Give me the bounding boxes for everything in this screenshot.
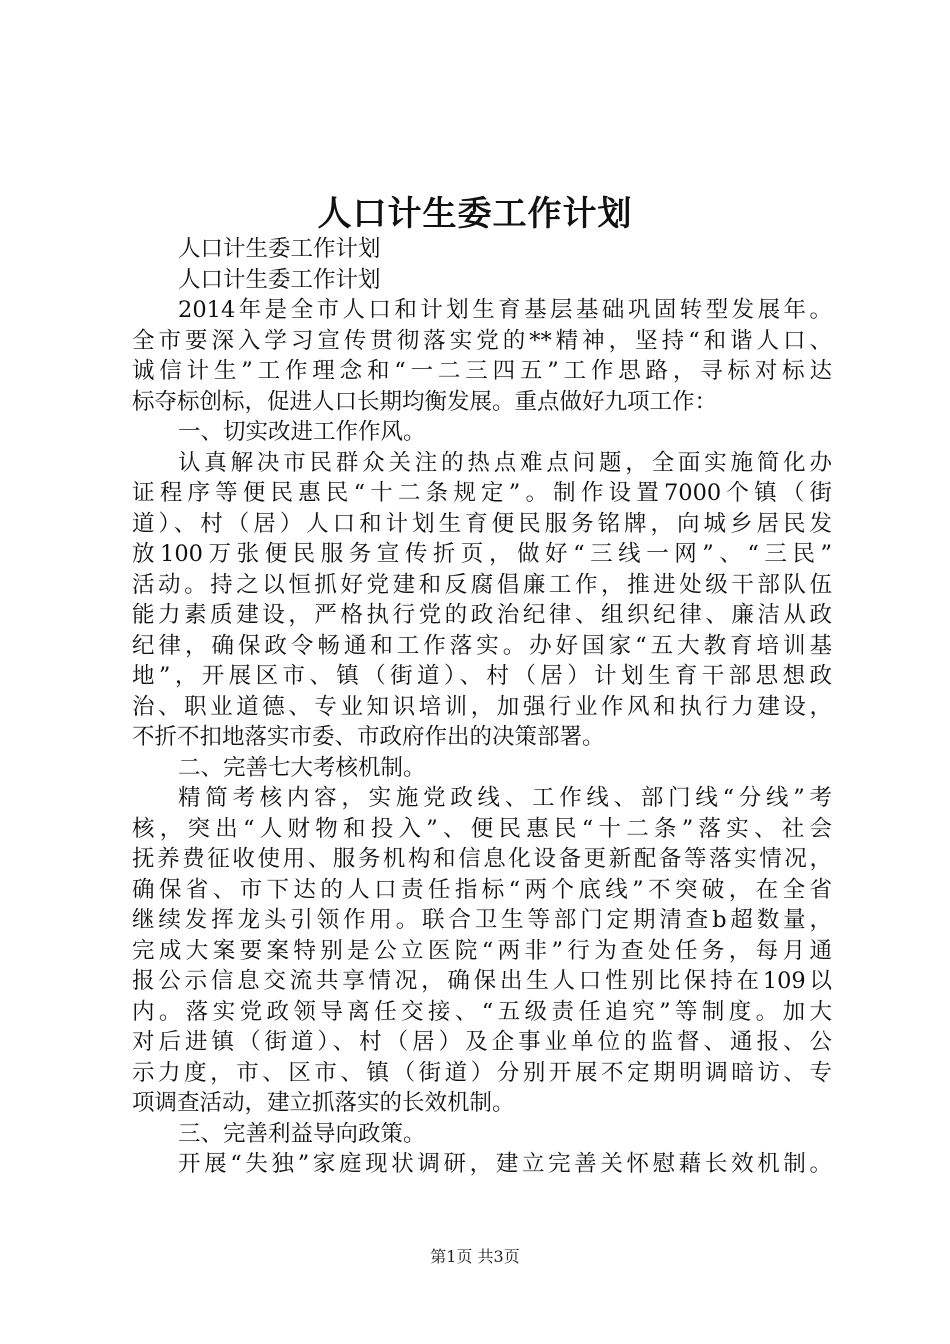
text-line: 人口计生委工作计划 <box>178 266 381 293</box>
text-line: 诚信计生”工作理念和“一二三四五”工作思路，寻标对标达 <box>132 358 832 384</box>
text-line: 道）、村（居）人口和计划生育便民服务铭牌，向城乡居民发 <box>132 510 832 537</box>
text-line: 完成大案要案特别是公立医院“两非”行为查处任务，每月通 <box>132 937 832 964</box>
text-line: 内。落实党政领导离任交接、“五级责任追究”等制度。加大 <box>132 998 832 1025</box>
document-title: 人口计生委工作计划 <box>317 194 633 234</box>
text-line: 能力素质建设，严格执行党的政治纪律、组织纪律、廉洁从政 <box>132 602 832 628</box>
text-line: 地”，开展区市、镇（街道）、村（居）计划生育干部思想政 <box>132 663 832 689</box>
text-line: 纪律，确保政令畅通和工作落实。办好国家“五大教育培训基 <box>132 632 832 659</box>
text-line: 报公示信息交流共享情况，确保出生人口性别比保持在109以 <box>132 968 832 994</box>
text-line: 全市要深入学习宣传贯彻落实党的**精神，坚持“和谐人口、 <box>132 327 832 354</box>
text-line: 继续发挥龙头引领作用。联合卫生等部门定期清查b超数量， <box>132 907 832 933</box>
text-line: 2014年是全市人口和计划生育基层基础巩固转型发展年。 <box>178 297 832 323</box>
text-line: 开展“失独”家庭现状调研，建立完善关怀慰藉长效机制。 <box>178 1151 832 1177</box>
document-body <box>132 234 832 1180</box>
text-line: 证程序等便民惠民“十二条规定”。制作设置7000个镇（街 <box>132 480 832 506</box>
text-line: 二、完善七大考核机制。 <box>178 754 426 781</box>
text-line: 项调查活动，建立抓落实的长效机制。 <box>132 1090 515 1116</box>
text-line: 人口计生委工作计划 <box>178 236 381 262</box>
text-line: 不折不扣地落实市委、市政府作出的决策部署。 <box>132 724 605 750</box>
text-line: 标夺标创标，促进人口长期均衡发展。重点做好九项工作： <box>132 388 718 415</box>
text-line: 放100万张便民服务宣传折页，做好“三线一网”、“三民” <box>132 541 832 567</box>
text-line: 对后进镇（街道）、村（居）及企事业单位的监督、通报、公 <box>132 1029 832 1055</box>
text-line: 一、切实改进工作作风。 <box>178 419 426 445</box>
text-line: 三、完善利益导向政策。 <box>178 1120 426 1147</box>
text-line: 确保省、市下达的人口责任指标“两个底线”不突破，在全省 <box>132 876 832 903</box>
text-line: 治、职业道德、专业知识培训，加强行业作风和执行力建设， <box>132 693 832 720</box>
text-line: 抚养费征收使用、服务机构和信息化设备更新配备等落实情况， <box>132 846 832 872</box>
text-line: 精简考核内容，实施党政线、工作线、部门线“分线”考 <box>178 785 832 811</box>
text-line: 活动。持之以恒抓好党建和反腐倡廉工作，推进处级干部队伍 <box>132 571 832 598</box>
page-footer: 第1页 共3页 <box>430 1247 520 1266</box>
text-line: 示力度，市、区市、镇（街道）分别开展不定期明调暗访、专 <box>132 1059 832 1086</box>
text-line: 核，突出“人财物和投入”、便民惠民“十二条”落实、社会 <box>132 815 832 842</box>
text-line: 认真解决市民群众关注的热点难点问题，全面实施简化办 <box>178 449 832 476</box>
